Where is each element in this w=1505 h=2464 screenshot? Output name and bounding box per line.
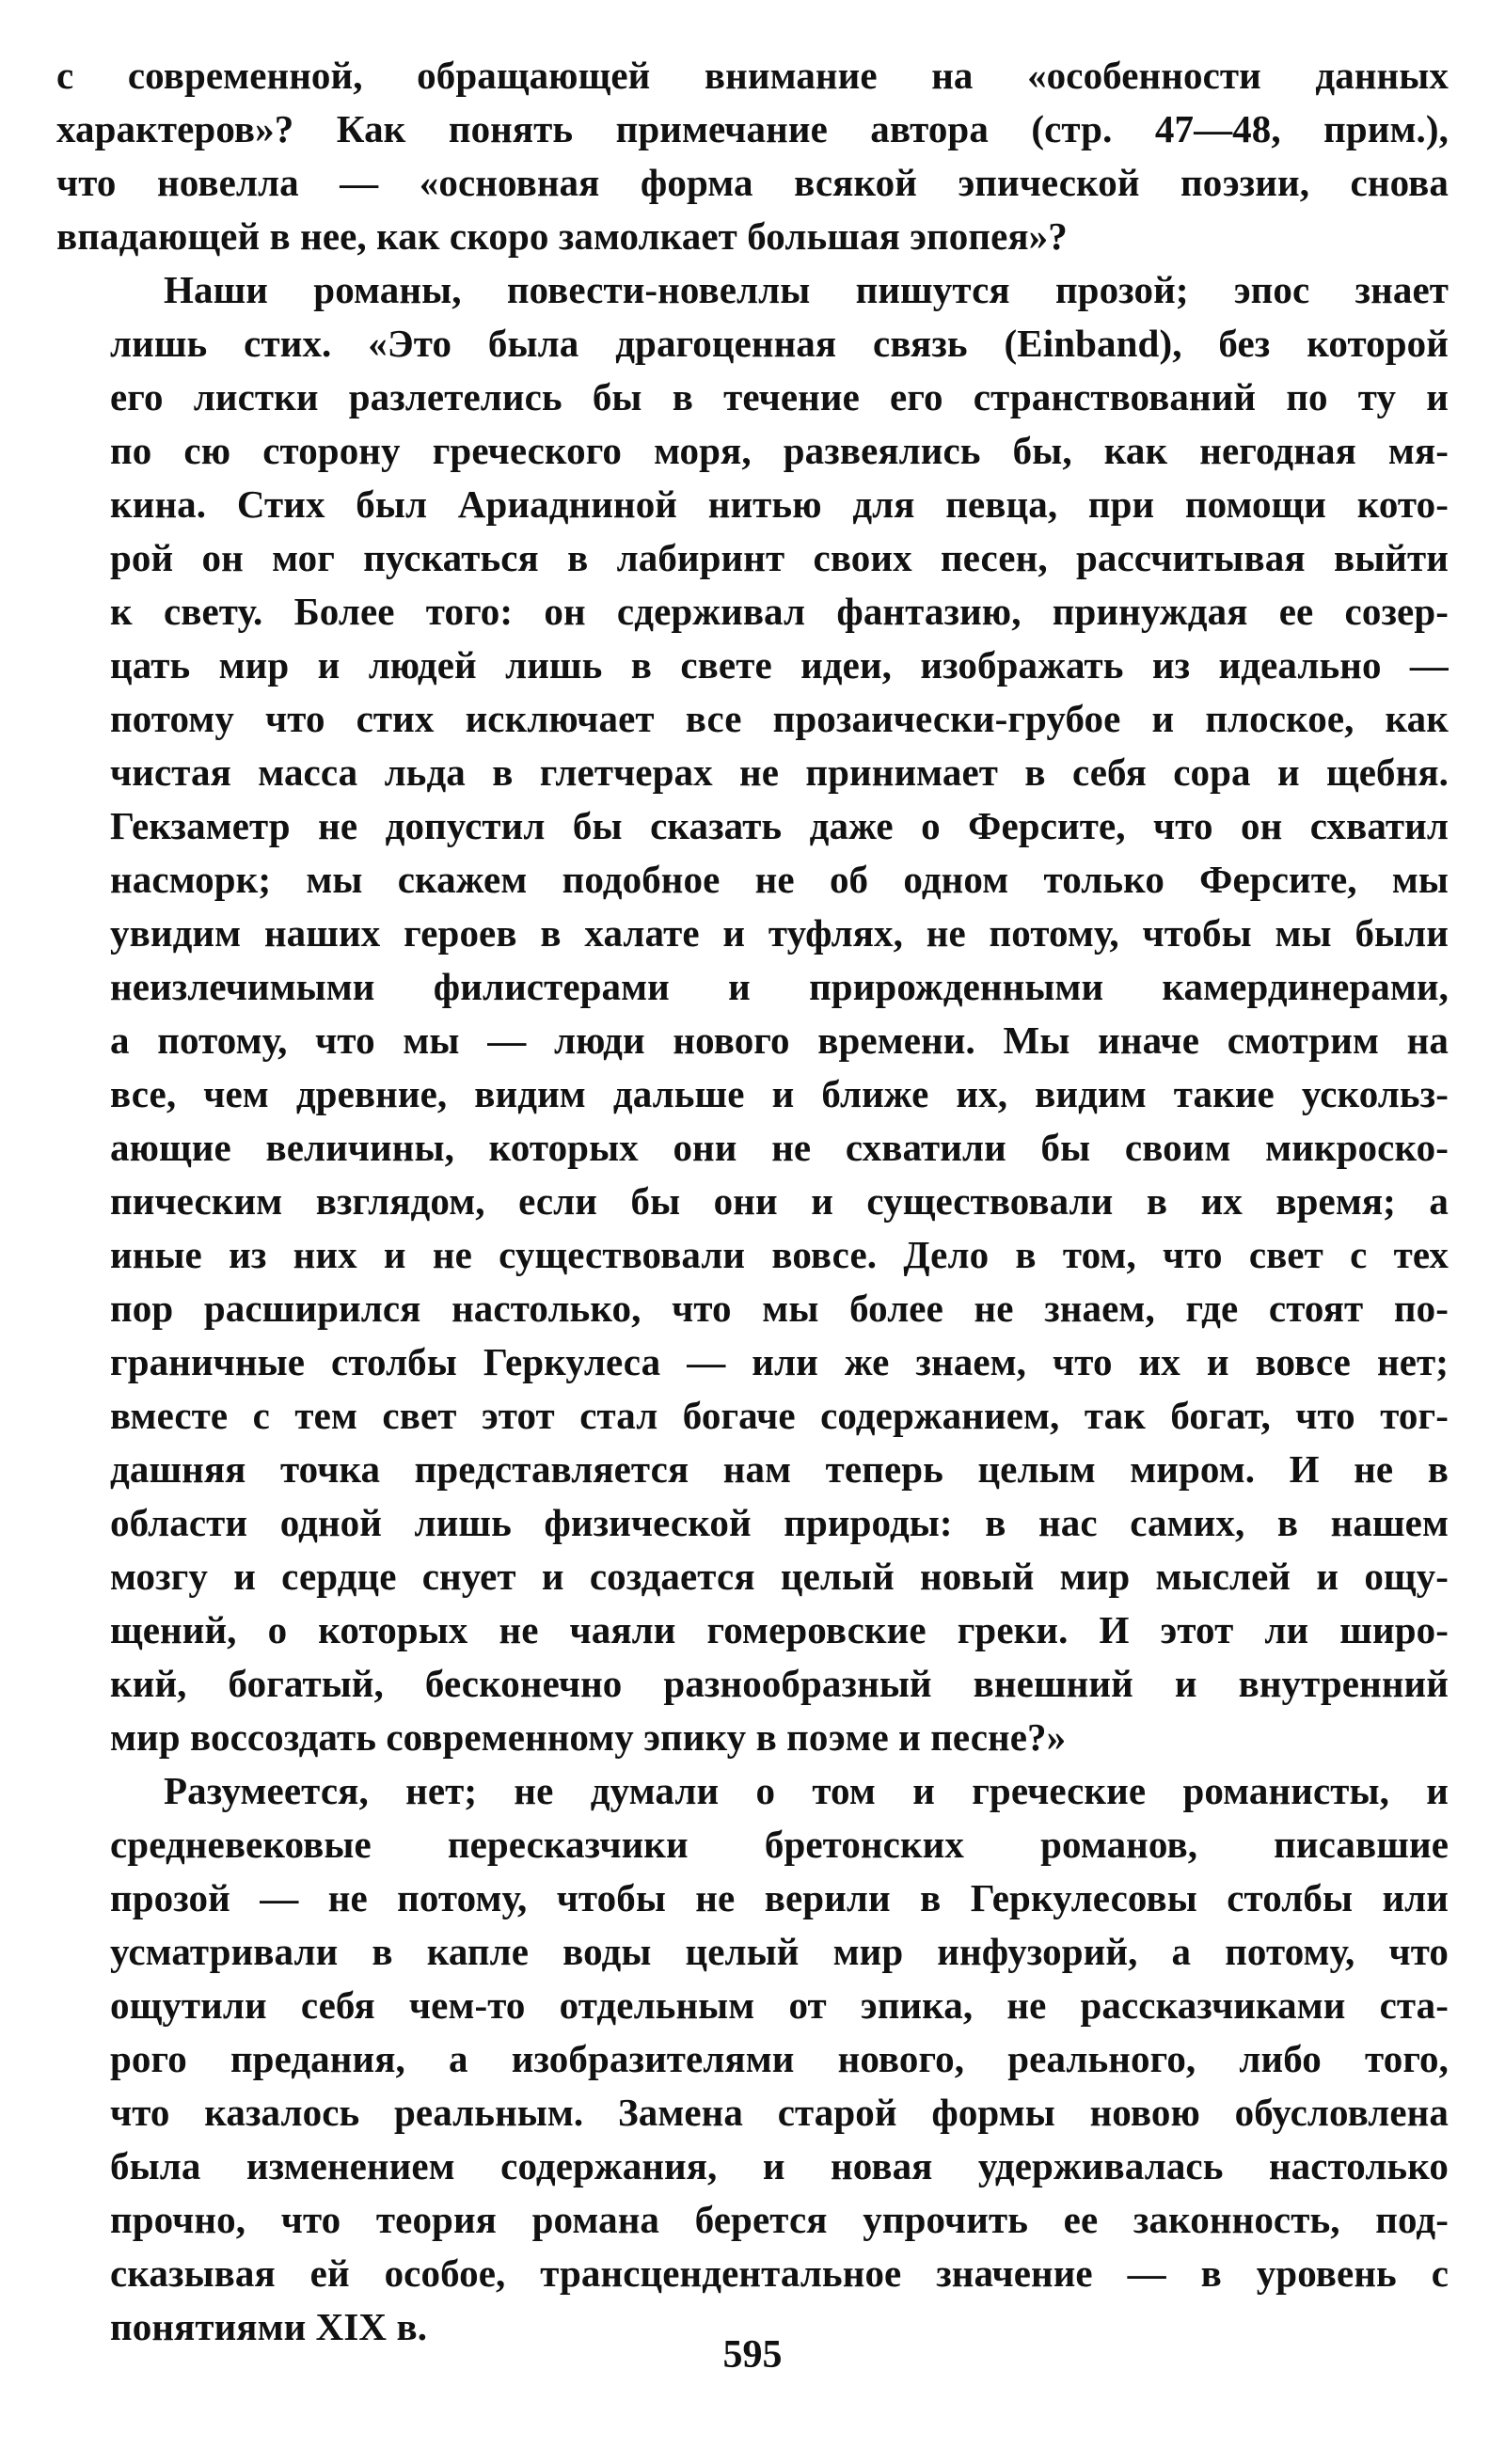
- book-page: [56, 49, 1449, 2438]
- text-line: чистая масса льда в глетчерах не принимает в себя сора и щебня.: [110, 750, 1449, 794]
- text-line: насморк; мы скажем подобное не об одном только Ферсите, мы: [110, 858, 1449, 901]
- text-line: неизлечимыми филистерами и прирожденными камердинерами,: [110, 965, 1449, 1008]
- text-line: впадающей в нее, как скоро замолкает большая эпопея»?: [56, 214, 1068, 258]
- text-line: понятиями XIX в.: [110, 2305, 428, 2348]
- text-line: дашняя точка представляется нам теперь целым миром. И не в: [110, 1447, 1449, 1491]
- body-text: [56, 49, 1449, 2354]
- text-line: ающие величины, которых они не схватили бы своим микроско-: [110, 1126, 1449, 1169]
- text-line: увидим наших героев в халате и туфлях, не потому, чтобы мы были: [110, 911, 1449, 955]
- text-line: усматривали в капле воды целый мир инфузорий, а потому, что: [110, 1930, 1449, 1973]
- text-line: Гекзаметр не допустил бы сказать даже о Ферсите, что он схватил: [110, 804, 1449, 847]
- text-line: Разумеется, нет; не думали о том и греческие романисты, и: [164, 1769, 1449, 1812]
- text-line: пическим взглядом, если бы они и существовали в их время; а: [110, 1179, 1449, 1223]
- text-line: его листки разлетелись бы в течение его странствований по ту и: [110, 375, 1449, 419]
- paragraph: [56, 1764, 1449, 2354]
- text-line: характеров»? Как понять примечание автора (стр. 47—48, прим.),: [56, 107, 1449, 150]
- text-line: мир воссоздать современному эпику в поэме и песне?»: [110, 1715, 1067, 1759]
- text-line: кина. Стих был Ариадниной нитью для певца, при помощи кото-: [110, 482, 1449, 526]
- text-line: к свету. Более того: он сдерживал фантазию, принуждая ее созер-: [110, 590, 1449, 633]
- page-number: 595: [722, 2333, 783, 2377]
- text-line: по сю сторону греческого моря, развеялись бы, как негодная мя-: [110, 429, 1449, 472]
- text-line: вместе с тем свет этот стал богаче содержанием, так богат, что тог-: [110, 1394, 1449, 1437]
- text-line: цать мир и людей лишь в свете идеи, изображать из идеально —: [110, 643, 1449, 687]
- text-line: потому что стих исключает все прозаически-грубое и плоское, как: [110, 697, 1449, 740]
- text-line: щений, о которых не чаяли гомеровские греки. И этот ли широ-: [110, 1608, 1449, 1651]
- text-line: прозой — не потому, чтобы не верили в Геркулесовы столбы или: [110, 1876, 1449, 1919]
- text-line: рого предания, а изобразителями нового, реального, либо того,: [110, 2037, 1449, 2080]
- text-line: мозгу и сердце снует и создается целый новый мир мыслей и ощу-: [110, 1555, 1449, 1598]
- paragraph: [56, 49, 1449, 263]
- text-line: кий, богатый, бесконечно разнообразный внешний и внутренний: [110, 1662, 1449, 1705]
- text-line: рой он мог пускаться в лабиринт своих песен, рассчитывая выйти: [110, 536, 1449, 579]
- text-line: что новелла — «основная форма всякой эпической поэзии, снова: [56, 161, 1449, 204]
- paragraph: [56, 263, 1449, 1764]
- text-line: средневековые пересказчики бретонских романов, писавшие: [110, 1823, 1449, 1866]
- text-line: с современной, обращающей внимание на «особенности данных: [56, 54, 1449, 97]
- text-line: пор расширился настолько, что мы более не знаем, где стоят по-: [110, 1287, 1449, 1330]
- text-line: граничные столбы Геркулеса — или же знаем, что их и вовсе нет;: [110, 1340, 1449, 1383]
- text-line: а потому, что мы — люди нового времени. Мы иначе смотрим на: [110, 1019, 1449, 1062]
- text-line: прочно, что теория романа берется упрочить ее законность, под-: [110, 2198, 1449, 2241]
- text-line: иные из них и не существовали вовсе. Дело в том, что свет с тех: [110, 1233, 1449, 1276]
- text-line: все, чем древние, видим дальше и ближе их, видим такие ускольз-: [110, 1072, 1449, 1115]
- text-line: была изменением содержания, и новая удерживалась настолько: [110, 2144, 1449, 2188]
- text-line: Наши романы, повести-новеллы пишутся прозой; эпос знает: [164, 268, 1449, 311]
- text-line: сказывая ей особое, трансцендентальное значение — в уровень с: [110, 2251, 1449, 2295]
- text-line: области одной лишь физической природы: в нас самих, в нашем: [110, 1501, 1449, 1544]
- text-line: что казалось реальным. Замена старой формы новою обусловлена: [110, 2091, 1449, 2134]
- text-line: ощутили себя чем-то отдельным от эпика, не рассказчиками ста-: [110, 1983, 1449, 2027]
- text-line: лишь стих. «Это была драгоценная связь (Einband), без которой: [110, 322, 1449, 365]
